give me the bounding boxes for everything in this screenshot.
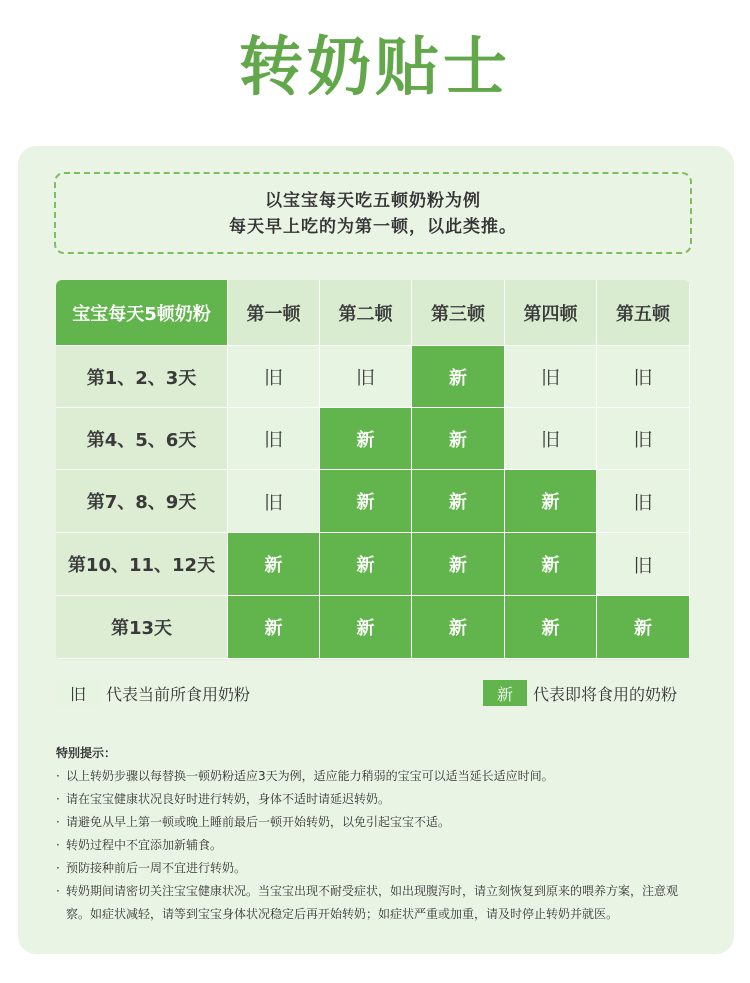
tips-title: 特别提示： (56, 746, 117, 760)
legend-new-swatch: 新 (483, 680, 527, 706)
tip-text: 转奶期间请密切关注宝宝健康状况。当宝宝出现不耐受症状，如出现腹泻时，请立刻恢复到原来的喂养方案，注意观察。如症状减轻，请等到宝宝身体状况稳定后再开始转奶；如症状严重或加重，请及时停止转奶并就医。 (66, 884, 679, 921)
legend-new-text: 代表即将食用的奶粉 (533, 684, 678, 704)
table-cell: 新 (412, 533, 505, 596)
tip-text: 以上转奶步骤以每替换一顿奶粉适应3天为例，适应能力稍弱的宝宝可以适当延长适应时间。 (66, 769, 554, 783)
tip-text: 请在宝宝健康状况良好时进行转奶，身体不适时请延迟转奶。 (66, 792, 391, 806)
tip-item (56, 788, 696, 811)
table-cell: 旧 (505, 408, 597, 470)
row-label-days-7-9: 第7、8、9天 (56, 470, 228, 533)
legend-old-text: 代表当前所食用奶粉 (106, 684, 251, 704)
table-cell: 旧 (597, 470, 690, 533)
bullet-icon: · (56, 769, 60, 783)
table-cell: 新 (228, 596, 320, 659)
table-cell: 新 (320, 596, 412, 659)
legend-new (483, 680, 677, 706)
table-cell: 旧 (228, 346, 320, 408)
row-label-day-13: 第13天 (56, 596, 228, 659)
table-header-meal-1: 第一顿 (228, 280, 320, 346)
tip-text: 转奶过程中不宜添加新辅食。 (66, 838, 223, 852)
table-cell: 新 (412, 470, 505, 533)
table-header-meal-4: 第四顿 (505, 280, 597, 346)
legend-old-swatch: 旧 (56, 680, 100, 706)
table-cell: 新 (505, 533, 597, 596)
row-label-days-10-12: 第10、11、12天 (56, 533, 228, 596)
tips-card (18, 146, 734, 954)
tip-item (56, 857, 696, 880)
table-header-main: 宝宝每天5顿奶粉 (56, 280, 228, 346)
table-cell: 新 (320, 470, 412, 533)
table-cell: 新 (320, 533, 412, 596)
row-label-days-4-6: 第4、5、6天 (56, 408, 228, 470)
bullet-icon: · (56, 884, 60, 898)
bullet-icon: · (56, 792, 60, 806)
table-cell: 旧 (228, 408, 320, 470)
table-cell: 旧 (320, 346, 412, 408)
table-cell: 旧 (505, 346, 597, 408)
table-cell: 新 (505, 470, 597, 533)
intro-line-2: 每天早上吃的为第一顿，以此类推。 (229, 217, 517, 237)
bullet-icon: · (56, 838, 60, 852)
legend-old (56, 680, 250, 706)
intro-box (54, 172, 692, 254)
special-tips (56, 742, 696, 926)
table-cell: 旧 (597, 408, 690, 470)
table-cell: 新 (505, 596, 597, 659)
table-cell: 新 (320, 408, 412, 470)
bullet-icon: · (56, 861, 60, 875)
table-cell: 旧 (597, 533, 690, 596)
schedule-table (56, 280, 690, 660)
tip-item (56, 834, 696, 857)
table-cell: 旧 (597, 346, 690, 408)
table-cell: 新 (412, 346, 505, 408)
row-label-days-1-3: 第1、2、3天 (56, 346, 228, 408)
tip-item (56, 880, 696, 926)
table-header-meal-2: 第二顿 (320, 280, 412, 346)
intro-line-1: 以宝宝每天吃五顿奶粉为例 (265, 191, 481, 211)
table-cell: 旧 (228, 470, 320, 533)
table-cell: 新 (412, 596, 505, 659)
tip-item (56, 811, 696, 834)
tip-item (56, 765, 696, 788)
tip-text: 请避免从早上第一顿或晚上睡前最后一顿开始转奶，以免引起宝宝不适。 (66, 815, 451, 829)
table-header-meal-5: 第五顿 (597, 280, 690, 346)
table-cell: 新 (228, 533, 320, 596)
table-header-meal-3: 第三顿 (412, 280, 505, 346)
table-cell: 新 (597, 596, 690, 659)
page-title: 转奶贴士 (239, 31, 511, 105)
tip-text: 预防接种前后一周不宜进行转奶。 (66, 861, 247, 875)
bullet-icon: · (56, 815, 60, 829)
table-cell: 新 (412, 408, 505, 470)
